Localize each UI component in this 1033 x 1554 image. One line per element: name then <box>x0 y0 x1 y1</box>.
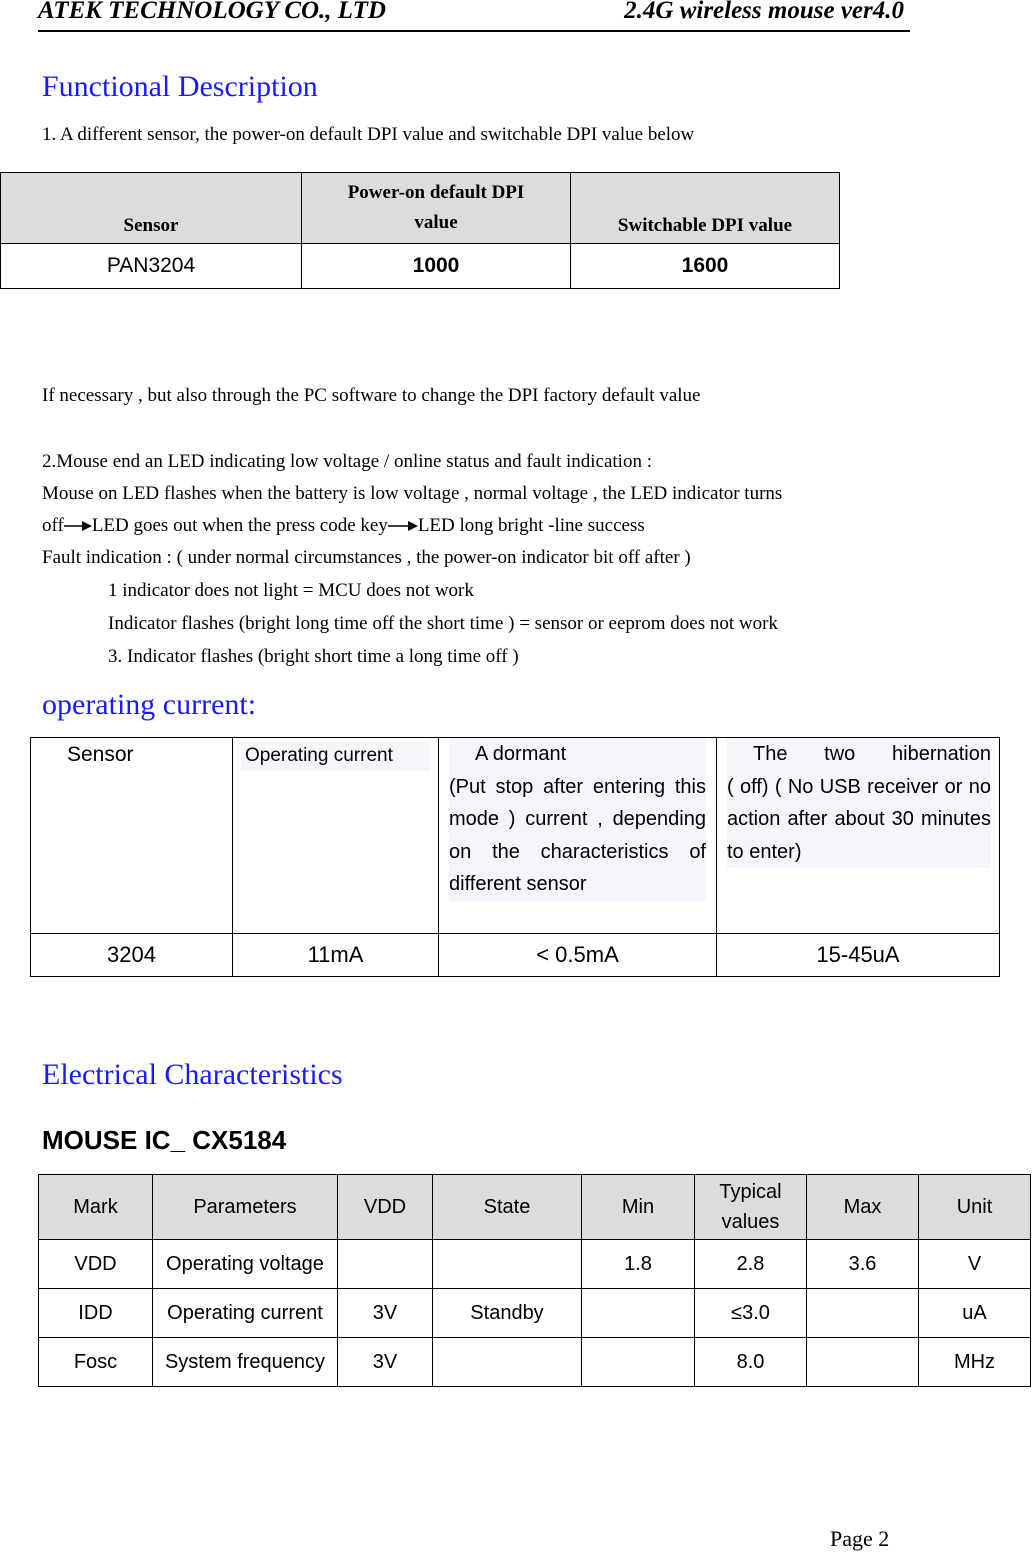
hibernation-description: ( off) ( No USB receiver or no action after about 30 minutes to enter) <box>727 775 991 863</box>
cell-mark: IDD <box>39 1289 153 1338</box>
table-header-row <box>39 1175 1031 1240</box>
header-min: Min <box>582 1175 695 1240</box>
note-line-8: 3. Indicator flashes (bright short time a long time off ) <box>108 646 519 667</box>
cell-vdd: 3V <box>338 1289 433 1338</box>
note-line-6: 1 indicator does not light = MCU does not work <box>108 580 474 601</box>
cell-mark: VDD <box>39 1240 153 1289</box>
note-line-1: If necessary , but also through the PC software to change the DPI factory default value <box>42 385 701 406</box>
operating-current-table <box>30 737 1000 977</box>
hibernation-title: The two hibernation <box>753 743 991 765</box>
cell-max <box>807 1289 919 1338</box>
header-vdd: VDD <box>338 1175 433 1240</box>
cell-dormant-current: < 0.5mA <box>439 934 717 977</box>
cell-parameter: Operating voltage <box>153 1240 338 1289</box>
item-1-text: 1. A different sensor, the power-on default DPI value and switchable DPI value below <box>42 124 695 145</box>
page-number: Page 2 <box>830 1526 890 1551</box>
header-sensor: Sensor <box>1 173 302 244</box>
cell-min <box>582 1338 695 1387</box>
cell-parameter: Operating current <box>153 1289 338 1338</box>
page-header <box>38 0 910 32</box>
cell-state <box>433 1240 582 1289</box>
header-parameters: Parameters <box>153 1175 338 1240</box>
header-switchable-dpi: Switchable DPI value <box>571 173 840 244</box>
note-line-2: 2.Mouse end an LED indicating low voltage / online status and fault indication : <box>42 451 652 472</box>
section-title-electrical: Electrical Characteristics <box>42 1058 343 1091</box>
cell-min: 1.8 <box>582 1240 695 1289</box>
table-row <box>39 1289 1031 1338</box>
cell-state: Standby <box>433 1289 582 1338</box>
section-title-functional: Functional Description <box>42 70 318 103</box>
cell-default-dpi: 1000 <box>302 244 571 289</box>
table-row <box>39 1338 1031 1387</box>
header-hibernation <box>717 738 1000 934</box>
cell-hibernation-current: 15-45uA <box>717 934 1000 977</box>
header-operating-current-text: Operating current <box>241 742 430 771</box>
cell-max <box>807 1338 919 1387</box>
table-row <box>1 244 840 289</box>
table-header-row <box>1 173 840 244</box>
arrow-right-icon <box>64 516 92 538</box>
cell-sensor: PAN3204 <box>1 244 302 289</box>
header-max: Max <box>807 1175 919 1240</box>
cell-vdd: 3V <box>338 1338 433 1387</box>
header-sensor-text: Sensor <box>67 743 134 766</box>
cell-max: 3.6 <box>807 1240 919 1289</box>
note-line-3: Mouse on LED flashes when the battery is low voltage , normal voltage , the LED indicator turns <box>42 483 783 504</box>
cell-state <box>433 1338 582 1387</box>
header-dormant-content <box>449 738 706 901</box>
note-line-5: Fault indication : ( under normal circumstances , the power-on indicator bit off after ) <box>42 547 691 568</box>
note-line-4-part-a: off <box>42 515 64 536</box>
cell-sensor: 3204 <box>31 934 233 977</box>
header-typical <box>695 1175 807 1240</box>
cell-switchable-dpi: 1600 <box>571 244 840 289</box>
arrow-right-icon <box>388 516 418 538</box>
note-line-7: Indicator flashes (bright long time off the short time ) = sensor or eeprom does not work <box>108 613 778 634</box>
header-default-dpi <box>302 173 571 244</box>
dormant-description: (Put stop after entering this mode ) current , depending on the characteristics of different sensor <box>449 775 706 895</box>
company-name: ATEK TECHNOLOGY CO., LTD <box>38 0 386 24</box>
header-dormant <box>439 738 717 934</box>
cell-unit: uA <box>919 1289 1031 1338</box>
cell-unit: V <box>919 1240 1031 1289</box>
note-line-4 <box>42 515 645 538</box>
product-name: 2.4G wireless mouse ver4.0 <box>624 0 904 24</box>
cell-typical: 2.8 <box>695 1240 807 1289</box>
section-title-operating-current: operating current: <box>42 688 257 721</box>
table-row <box>31 934 1000 977</box>
cell-min <box>582 1289 695 1338</box>
table-header-row <box>31 738 1000 934</box>
header-default-dpi-text: Power-on default DPI value <box>347 182 525 233</box>
header-state: State <box>433 1175 582 1240</box>
mouse-ic-subtitle: MOUSE IC_ CX5184 <box>42 1125 287 1155</box>
cell-operating-current: 11mA <box>233 934 439 977</box>
cell-mark: Fosc <box>39 1338 153 1387</box>
header-mark: Mark <box>39 1175 153 1240</box>
dpi-table <box>0 172 840 289</box>
header-typical-text: Typical values <box>719 1181 782 1233</box>
cell-typical: 8.0 <box>695 1338 807 1387</box>
header-operating-current <box>233 738 439 934</box>
cell-typical: ≤3.0 <box>695 1289 807 1338</box>
dormant-title: A dormant <box>475 743 567 765</box>
cell-parameter: System frequency <box>153 1338 338 1387</box>
table-row <box>39 1240 1031 1289</box>
header-unit: Unit <box>919 1175 1031 1240</box>
note-line-4-part-b: LED goes out when the press code key <box>91 515 388 536</box>
header-hibernation-content <box>727 738 991 868</box>
cell-unit: MHz <box>919 1338 1031 1387</box>
cell-vdd <box>338 1240 433 1289</box>
note-line-4-part-c: LED long bright -line success <box>417 515 645 536</box>
electrical-table <box>38 1174 1031 1387</box>
header-sensor <box>31 738 233 934</box>
